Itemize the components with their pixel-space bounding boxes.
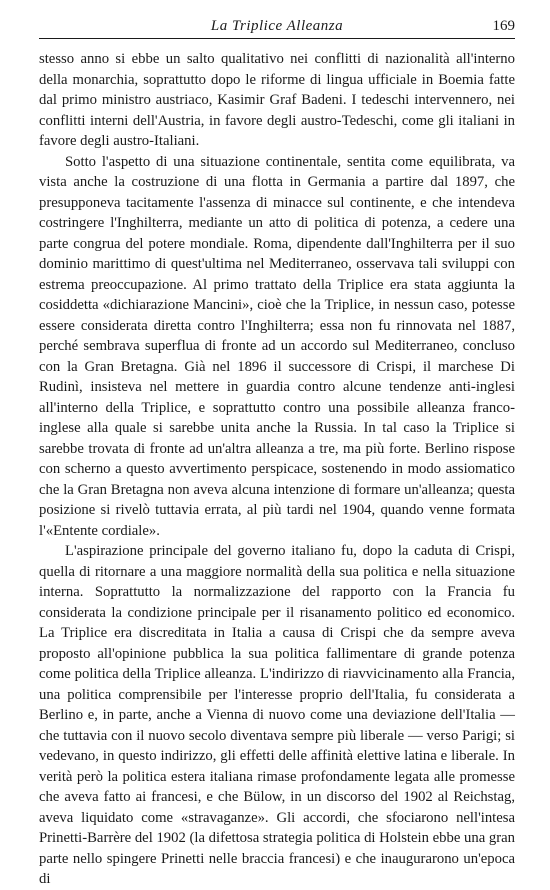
paragraph: L'aspirazione principale del governo italiano fu, dopo la caduta di Crispi, quella di ritornare a una maggiore normalità della sua politica e nella situazione interna. Soprattutto la normalizzazione del rapporto con la Francia fu considerata la condizione principale per il risanamento politico ed economico. La Triplice era discreditata in Italia a causa di Crispi che da sempre aveva proposto all'opinione pubblica la sua politica fallimentare di grande potenza come politica della Triplice alleanza. L'indirizzo di riavvicinamento alla Francia, una politica comprensibile per l'interesse proprio dell'Italia, fu considerata a Berlino e, in parte, anche a Vienna di nuovo come una deviazione dell'Italia — che tuttavia con il nuovo secolo diventava sempre più liberale — verso Parigi; si vedevano, in questo indirizzo, gli effetti delle affinità elettive latina e liberale. In verità però la politica estera italiana rimase profondamente legata alle promesse che aveva fatto ai francesi, e che Bülow, in un discorso del 1902 al Reichstag, aveva liquidato come «stravaganze». Gli accordi, che sfociarono nell'intesa Prinetti-Barrère del 1902 (la difettosa strategia politica di Holstein ebbe una gran parte nello spingere Prinetti nelle braccia francesi) e che inaugurarono un'epoca di <box>39 543 515 887</box>
book-page <box>39 14 515 890</box>
running-head <box>39 14 515 39</box>
paragraph: Sotto l'aspetto di una situazione continentale, sentita come equilibrata, va vista anche la costruzione di una flotta in Germania a partire dal 1897, che presupponeva tacitamente l'assenza di minacce sul continente, e che intendeva costringere l'Inghilterra, mediante un atto di politica di potenza, a cedere una parte congrua del potere mondiale. Roma, dipendente dall'Inghilterra per il suo dominio marittimo di quest'ultima nel Mediterraneo, osservava tali sviluppi con estrema preoccupazione. Al primo trattato della Triplice era stata aggiunta la cosiddetta «dichiarazione Mancini», cioè che la Triplice, in nessun caso, potesse essere considerata diretta contro l'Inghilterra; essa non fu rinnovata nel 1887, perché sembrava superflua di fronte ad un accordo sul Mediterraneo, concluso con la Gran Bretagna. Già nel 1896 il successore di Crispi, il marchese Di Rudinì, insisteva nel mettere in guardia contro alcune tendenze anti-inglesi all'interno della Triplice, e soprattutto contro una possibile alleanza franco-inglese alla quale si sarebbe unita anche la Russia. In tal caso la Triplice si sarebbe trovata di fronte ad un'altra alleanza a tre, ma più forte. Berlino rispose con scherno a questo avvertimento perspicace, sostenendo in modo assiomatico che la Gran Bretagna non aveva alcuna intenzione di formare un'alleanza; questa posizione si rivelò tuttavia errata, al più tardi nel 1904, quando venne formata l'«Entente cordiale». <box>39 153 515 539</box>
body-text <box>39 49 515 890</box>
paragraph-continued: stesso anno si ebbe un salto qualitativo nei conflitti di nazionalità all'interno della monarchia, soprattutto dopo le riforme di lingua ufficiale in Boemia fatte dal primo ministro austriaco, Kasimir Graf Badeni. I tedeschi intervennero, nei conflitti interni dell'Austria, in favore degli austro-Tedeschi, come gli italiani in favore degli austro-Italiani. <box>39 51 515 149</box>
page-number: 169 <box>492 18 515 34</box>
running-title: La Triplice Alleanza <box>210 18 344 34</box>
